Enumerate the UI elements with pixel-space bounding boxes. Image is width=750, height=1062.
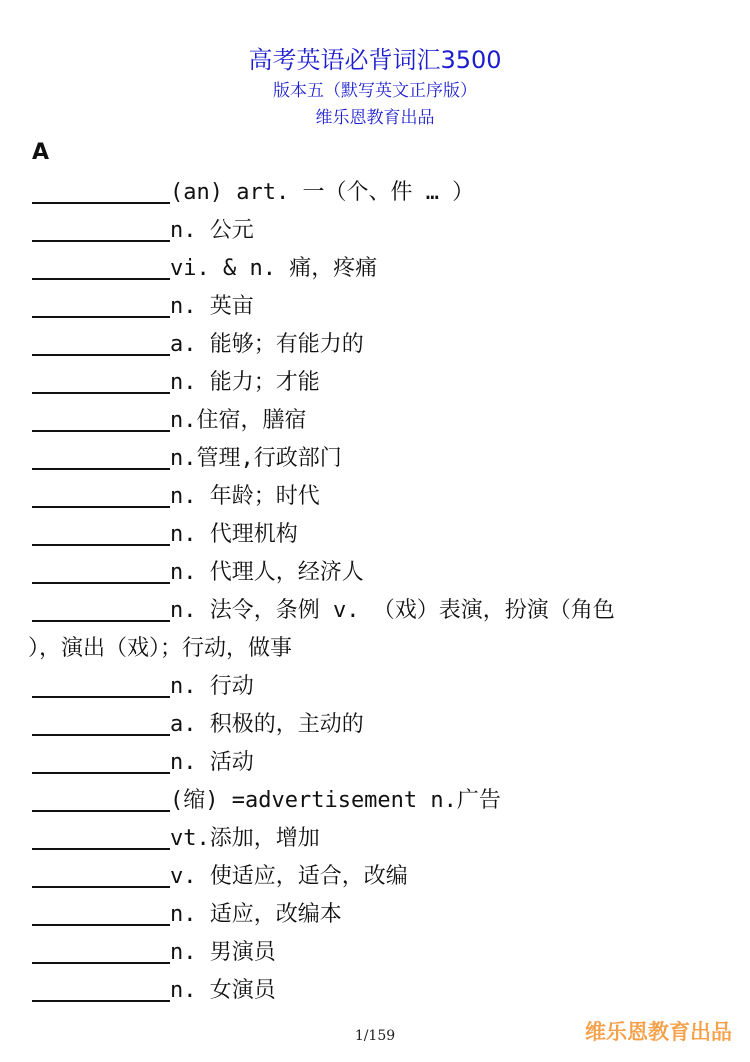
entry-definition: n. 公元 — [170, 218, 254, 243]
entry-continuation: ），演出（戏）；行动，做事 — [28, 636, 293, 661]
answer-blank[interactable] — [32, 896, 170, 926]
entry-definition: n. 年龄；时代 — [170, 484, 320, 509]
entry-definition: n.管理,行政部门 — [170, 446, 342, 471]
vocab-entry — [32, 668, 722, 706]
vocab-entry — [32, 744, 722, 782]
answer-blank[interactable] — [32, 516, 170, 546]
vocab-entry — [32, 516, 722, 554]
answer-blank[interactable] — [32, 820, 170, 850]
entry-definition: v. 使适应，适合，改编 — [170, 864, 408, 889]
answer-blank[interactable] — [32, 212, 170, 242]
entry-definition: n. 活动 — [170, 750, 254, 775]
entry-definition: vi. & n. 痛，疼痛 — [170, 256, 378, 281]
publisher-line: 维乐恩教育出品 — [315, 108, 435, 128]
answer-blank[interactable] — [32, 972, 170, 1002]
answer-blank[interactable] — [32, 858, 170, 888]
answer-blank[interactable] — [32, 250, 170, 280]
entry-definition: n. 英亩 — [170, 294, 254, 319]
answer-blank[interactable] — [32, 364, 170, 394]
vocab-entry — [32, 288, 722, 326]
vocab-entry — [32, 326, 722, 364]
entry-definition: n. 女演员 — [170, 978, 276, 1003]
answer-blank[interactable] — [32, 478, 170, 508]
answer-blank[interactable] — [32, 440, 170, 470]
answer-blank[interactable] — [32, 706, 170, 736]
vocab-entry — [32, 820, 722, 858]
publisher-watermark: 维乐恩教育出品 — [585, 1020, 732, 1044]
vocab-entry — [32, 782, 722, 820]
answer-blank[interactable] — [32, 402, 170, 432]
answer-blank[interactable] — [32, 668, 170, 698]
vocab-entry — [32, 440, 722, 478]
vocab-entry — [32, 478, 722, 516]
entry-definition: n. 行动 — [170, 674, 254, 699]
vocabulary-list — [28, 174, 722, 1010]
answer-blank[interactable] — [32, 744, 170, 774]
document-header — [0, 42, 750, 132]
vocab-entry — [32, 858, 722, 896]
entry-definition: n. 法令，条例 v. （戏）表演，扮演（角色 — [170, 598, 615, 623]
page-number: 1/159 — [354, 1028, 396, 1044]
entry-definition: a. 积极的，主动的 — [170, 712, 364, 737]
vocab-entry — [32, 706, 722, 744]
vocab-entry — [32, 592, 722, 630]
entry-definition: a. 能够；有能力的 — [170, 332, 364, 357]
vocab-entry — [32, 250, 722, 288]
document-title: 高考英语必背词汇3500 — [248, 46, 502, 74]
answer-blank[interactable] — [32, 782, 170, 812]
document-subtitle: 版本五（默写英文正序版） — [273, 81, 477, 101]
entry-definition: vt.添加，增加 — [170, 826, 320, 851]
entry-definition: (缩) =advertisement n.广告 — [170, 788, 501, 813]
section-letter: A — [32, 140, 50, 165]
vocab-entry — [32, 212, 722, 250]
vocab-entry — [32, 364, 722, 402]
vocab-entry — [32, 554, 722, 592]
entry-definition: n. 代理人，经济人 — [170, 560, 364, 585]
answer-blank[interactable] — [32, 934, 170, 964]
vocab-entry — [32, 402, 722, 440]
entry-definition: n.住宿，膳宿 — [170, 408, 307, 433]
vocab-entry — [32, 972, 722, 1010]
entry-definition: n. 男演员 — [170, 940, 276, 965]
entry-definition: n. 能力；才能 — [170, 370, 320, 395]
answer-blank[interactable] — [32, 174, 170, 204]
vocab-entry — [32, 896, 722, 934]
answer-blank[interactable] — [32, 554, 170, 584]
answer-blank[interactable] — [32, 288, 170, 318]
answer-blank[interactable] — [32, 326, 170, 356]
vocab-entry — [32, 934, 722, 972]
answer-blank[interactable] — [32, 592, 170, 622]
entry-definition: (an) art. 一（个、件 … ） — [170, 180, 475, 205]
vocab-entry — [32, 174, 722, 212]
entry-definition: n. 代理机构 — [170, 522, 298, 547]
entry-definition: n. 适应，改编本 — [170, 902, 342, 927]
